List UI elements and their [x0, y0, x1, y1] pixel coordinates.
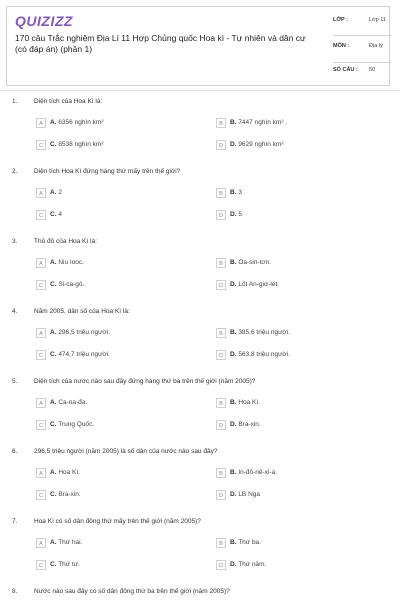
option-key: A.	[50, 259, 57, 266]
option-text	[230, 189, 242, 196]
question-number: 6.	[12, 448, 18, 455]
option-letter-box: A	[36, 258, 46, 268]
option-text	[230, 119, 287, 126]
option-letter-box: D	[216, 280, 226, 290]
option-letter-box: A	[36, 538, 46, 548]
option-key: C.	[50, 561, 57, 568]
option-key: B.	[230, 539, 237, 546]
option-key: D.	[230, 351, 237, 358]
option-value: In-đô-nê-xi-a.	[238, 469, 277, 476]
option-key: B.	[230, 399, 237, 406]
option-key: A.	[50, 119, 57, 126]
option-key: B.	[230, 119, 237, 126]
option-text	[230, 539, 261, 546]
option-value: 7447 nghìn km² .	[238, 119, 288, 126]
option-letter-box: B	[216, 188, 226, 198]
option-text	[50, 281, 84, 288]
question-number: 7.	[12, 518, 18, 525]
option-text	[230, 281, 279, 288]
option-value: Oa-sin-tơn.	[238, 259, 272, 266]
option-text	[230, 469, 277, 476]
option-text	[230, 491, 260, 498]
option-value: Lốt An-giơ-lét.	[238, 281, 280, 288]
option-letter-box: B	[216, 398, 226, 408]
option-text	[50, 491, 81, 498]
option-text	[50, 119, 103, 126]
option-text	[230, 561, 266, 568]
option-letter-box: B	[216, 258, 226, 268]
class-label: LỚP :	[333, 17, 348, 23]
option-text	[230, 421, 261, 428]
option-key: C.	[50, 351, 57, 358]
option-letter-box: A	[36, 188, 46, 198]
option-key: C.	[50, 421, 57, 428]
option-key: D.	[230, 421, 237, 428]
option-text	[50, 329, 110, 336]
question-text: Diện tích Hoa Kì đứng hàng thứ mấy trên thế giới?	[34, 168, 181, 175]
option-letter-box: B	[216, 118, 226, 128]
option-letter-box: D	[216, 490, 226, 500]
option-letter-box: D	[216, 350, 226, 360]
question-number: 5.	[12, 378, 18, 385]
option-letter-box: D	[216, 560, 226, 570]
header-divider	[0, 90, 400, 91]
option-text	[230, 211, 242, 218]
meta-divider	[333, 62, 391, 63]
option-key: B.	[230, 329, 237, 336]
option-value: Niu Iooc.	[58, 259, 84, 266]
option-value: 9629 nghìn km²	[238, 141, 284, 148]
option-letter-box: C	[36, 490, 46, 500]
option-value: 8538 nghìn km²	[58, 141, 104, 148]
subject-label: MÔN :	[333, 43, 350, 49]
option-letter-box: A	[36, 118, 46, 128]
worksheet-header	[6, 6, 390, 86]
option-letter-box: C	[36, 140, 46, 150]
option-text	[50, 469, 80, 476]
question-number: 4.	[12, 308, 18, 315]
option-value: 4	[58, 211, 62, 218]
option-value: Thứ hai.	[58, 539, 83, 546]
option-key: B.	[230, 259, 237, 266]
question-number: 1.	[12, 98, 18, 105]
question-text: Năm 2005, dân số của Hoa Kì là:	[34, 308, 130, 315]
option-key: A.	[50, 469, 57, 476]
option-key: B.	[230, 469, 237, 476]
option-value: Thứ năm.	[238, 561, 267, 568]
option-value: Hoa Kì.	[58, 469, 80, 476]
option-key: C.	[50, 281, 57, 288]
option-text	[230, 141, 283, 148]
option-letter-box: C	[36, 560, 46, 570]
option-value: 385,6 triệu người.	[238, 329, 290, 336]
option-letter-box: A	[36, 468, 46, 478]
option-value: Thứ ba.	[238, 539, 261, 546]
option-value: 296,5 triệu người.	[58, 329, 110, 336]
option-key: D.	[230, 491, 237, 498]
option-value: 474,7 triệu người.	[58, 351, 110, 358]
question-count-label: SỐ CÂU :	[333, 67, 358, 73]
option-letter-box: A	[36, 328, 46, 338]
option-text	[230, 329, 290, 336]
question-number: 2.	[12, 168, 18, 175]
option-letter-box: A	[36, 398, 46, 408]
option-value: Trung Quốc.	[58, 421, 95, 428]
option-value: Si-ca-gô.	[58, 281, 85, 288]
option-text	[50, 351, 110, 358]
question-text: Diện tích của Hoa Kì là:	[34, 98, 103, 105]
option-value: 5	[238, 211, 242, 218]
question-count-value: 50	[369, 67, 376, 73]
option-key: C.	[50, 491, 57, 498]
option-letter-box: C	[36, 280, 46, 290]
option-value: Thứ tư.	[58, 561, 80, 568]
option-key: C.	[50, 211, 57, 218]
option-letter-box: D	[216, 210, 226, 220]
option-value: 3	[238, 189, 242, 196]
option-letter-box: C	[36, 420, 46, 430]
option-text	[50, 189, 62, 196]
option-key: C.	[50, 141, 57, 148]
option-key: A.	[50, 329, 57, 336]
option-value: 6356 nghìn km²	[58, 119, 104, 126]
option-letter-box: C	[36, 210, 46, 220]
option-key: A.	[50, 189, 57, 196]
question-text: 296,5 triệu người (năm 2005) là số dân của nước nào sau đây?	[34, 448, 218, 455]
question-text: Thủ đô của Hoa Kì là:	[34, 238, 97, 245]
option-key: A.	[50, 399, 57, 406]
option-letter-box: B	[216, 538, 226, 548]
option-value: Hoa Kì.	[238, 399, 260, 406]
worksheet-title: 170 câu Trắc nghiệm Địa Lí 11 Hợp Chủng quốc Hoa kì - Tự nhiên và dân cư (có đáp án) (phần 1)	[15, 33, 306, 54]
option-text	[50, 539, 82, 546]
option-text	[50, 421, 94, 428]
class-value: Lớp 11	[369, 17, 386, 23]
option-key: D.	[230, 211, 237, 218]
question-number: 8.	[12, 588, 18, 595]
question-text: Nước nào sau đây có số dân đông thứ ba trên thế giới (năm 2005)?	[34, 588, 230, 595]
option-key: B.	[230, 189, 237, 196]
option-text	[50, 399, 87, 406]
option-key: D.	[230, 141, 237, 148]
option-value: Bra-xin.	[58, 491, 81, 498]
option-key: D.	[230, 561, 237, 568]
option-letter-box: B	[216, 328, 226, 338]
option-text	[50, 259, 84, 266]
option-letter-box: D	[216, 420, 226, 430]
question-text: Diện tích của nước nào sau đây đứng hàng thứ ba trên thế giới (năm 2005)?	[34, 378, 256, 385]
subject-value: Địa lý	[369, 43, 383, 49]
quizizz-logo: QUIZIZZ	[15, 13, 73, 29]
option-value: 2	[58, 189, 62, 196]
option-key: D.	[230, 281, 237, 288]
option-letter-box: C	[36, 350, 46, 360]
option-value: 563,8 triệu người.	[238, 351, 290, 358]
question-number: 3.	[12, 238, 18, 245]
option-letter-box: D	[216, 140, 226, 150]
question-text: Hoa Kì có số dân đông thứ mấy trên thế giới (năm 2005)?	[34, 518, 201, 525]
option-value: Ca-na-đa.	[58, 399, 88, 406]
option-letter-box: B	[216, 468, 226, 478]
option-text	[230, 399, 260, 406]
option-text	[230, 259, 271, 266]
option-text	[50, 561, 80, 568]
option-text	[50, 211, 62, 218]
option-text	[230, 351, 290, 358]
option-text	[50, 141, 103, 148]
option-value: LB Nga	[238, 491, 260, 498]
option-value: Bra-xin.	[238, 421, 261, 428]
option-key: A.	[50, 539, 57, 546]
meta-divider	[333, 35, 391, 36]
